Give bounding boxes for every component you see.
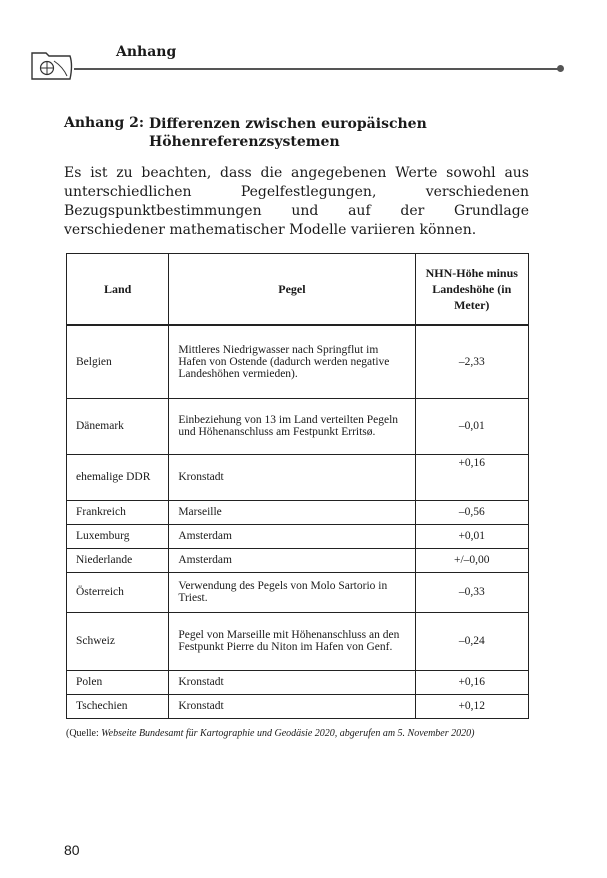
value-cell: –0,33 [415,572,528,612]
section-title: Anhang [116,44,177,60]
table-row [67,572,529,612]
reference-systems-table [66,253,529,719]
column-header-land: Land [67,254,169,326]
page-header [30,40,550,88]
pegel-cell: Verwendung des Pegels von Molo Sartorio in Triest. [169,572,415,612]
column-header-pegel: Pegel [169,254,415,326]
pegel-cell: Amsterdam [169,548,415,572]
table-row [67,548,529,572]
land-cell: Luxemburg [67,524,169,548]
pegel-cell: Kronstadt [169,454,415,500]
pegel-cell: Mittleres Niedrigwasser nach Springflut im Hafen von Ostende (dadurch werden negative Landeshöhen vermieden). [169,325,415,398]
land-cell: Schweiz [67,612,169,670]
appendix-label: Anhang 2: [64,115,145,131]
table-row [67,612,529,670]
value-cell: +0,16 [415,670,528,694]
table-row [67,670,529,694]
table-row [67,325,529,398]
value-cell: –0,24 [415,612,528,670]
pegel-cell: Kronstadt [169,694,415,718]
value-cell: –0,56 [415,500,528,524]
pegel-cell: Kronstadt [169,670,415,694]
land-cell: Polen [67,670,169,694]
column-header-difference: NHN-Höhe minus Landeshöhe (in Meter) [415,254,528,326]
land-cell: Dänemark [67,398,169,454]
pegel-cell: Einbeziehung von 13 im Land verteilten Pegeln und Höhenanschluss am Festpunkt Erritsø. [169,398,415,454]
appendix-title: Differenzen zwischen europäischen Höhenreferenzsystemen [149,116,427,150]
pegel-cell: Pegel von Marseille mit Höhenanschluss an den Festpunkt Pierre du Niton im Hafen von Genf. [169,612,415,670]
table-row [67,398,529,454]
book-icon [30,49,74,81]
source-note [66,727,529,741]
land-cell: Belgien [67,325,169,398]
table-header-row [67,254,529,326]
value-cell: –2,33 [415,325,528,398]
land-cell: Österreich [67,572,169,612]
pegel-cell: Amsterdam [169,524,415,548]
table-row [67,500,529,524]
value-cell: +0,16 [415,454,528,500]
table-row [67,454,529,500]
source-prefix: (Quelle: [66,728,102,739]
header-rule-end-dot [557,65,564,72]
header-rule [74,68,560,70]
page-number: 80 [64,842,80,858]
intro-paragraph: Es ist zu beachten, dass die angegebenen Werte sowohl aus unterschiedlichen Pegelfestlegungen, verschiedenen Bezugspunktbestimmungen und auf der Grundlage verschiedener mathematischer Modelle variieren können. [64,165,529,238]
value-cell: –0,01 [415,398,528,454]
table-row [67,694,529,718]
land-cell: Niederlande [67,548,169,572]
land-cell: ehemalige DDR [67,454,169,500]
value-cell: +0,12 [415,694,528,718]
table-row [67,524,529,548]
land-cell: Tschechien [67,694,169,718]
value-cell: +/–0,00 [415,548,528,572]
source-citation: Webseite Bundesamt für Kartographie und Geodäsie 2020, abgerufen am 5. November 2020) [101,728,475,739]
land-cell: Frankreich [67,500,169,524]
value-cell: +0,01 [415,524,528,548]
pegel-cell: Marseille [169,500,415,524]
